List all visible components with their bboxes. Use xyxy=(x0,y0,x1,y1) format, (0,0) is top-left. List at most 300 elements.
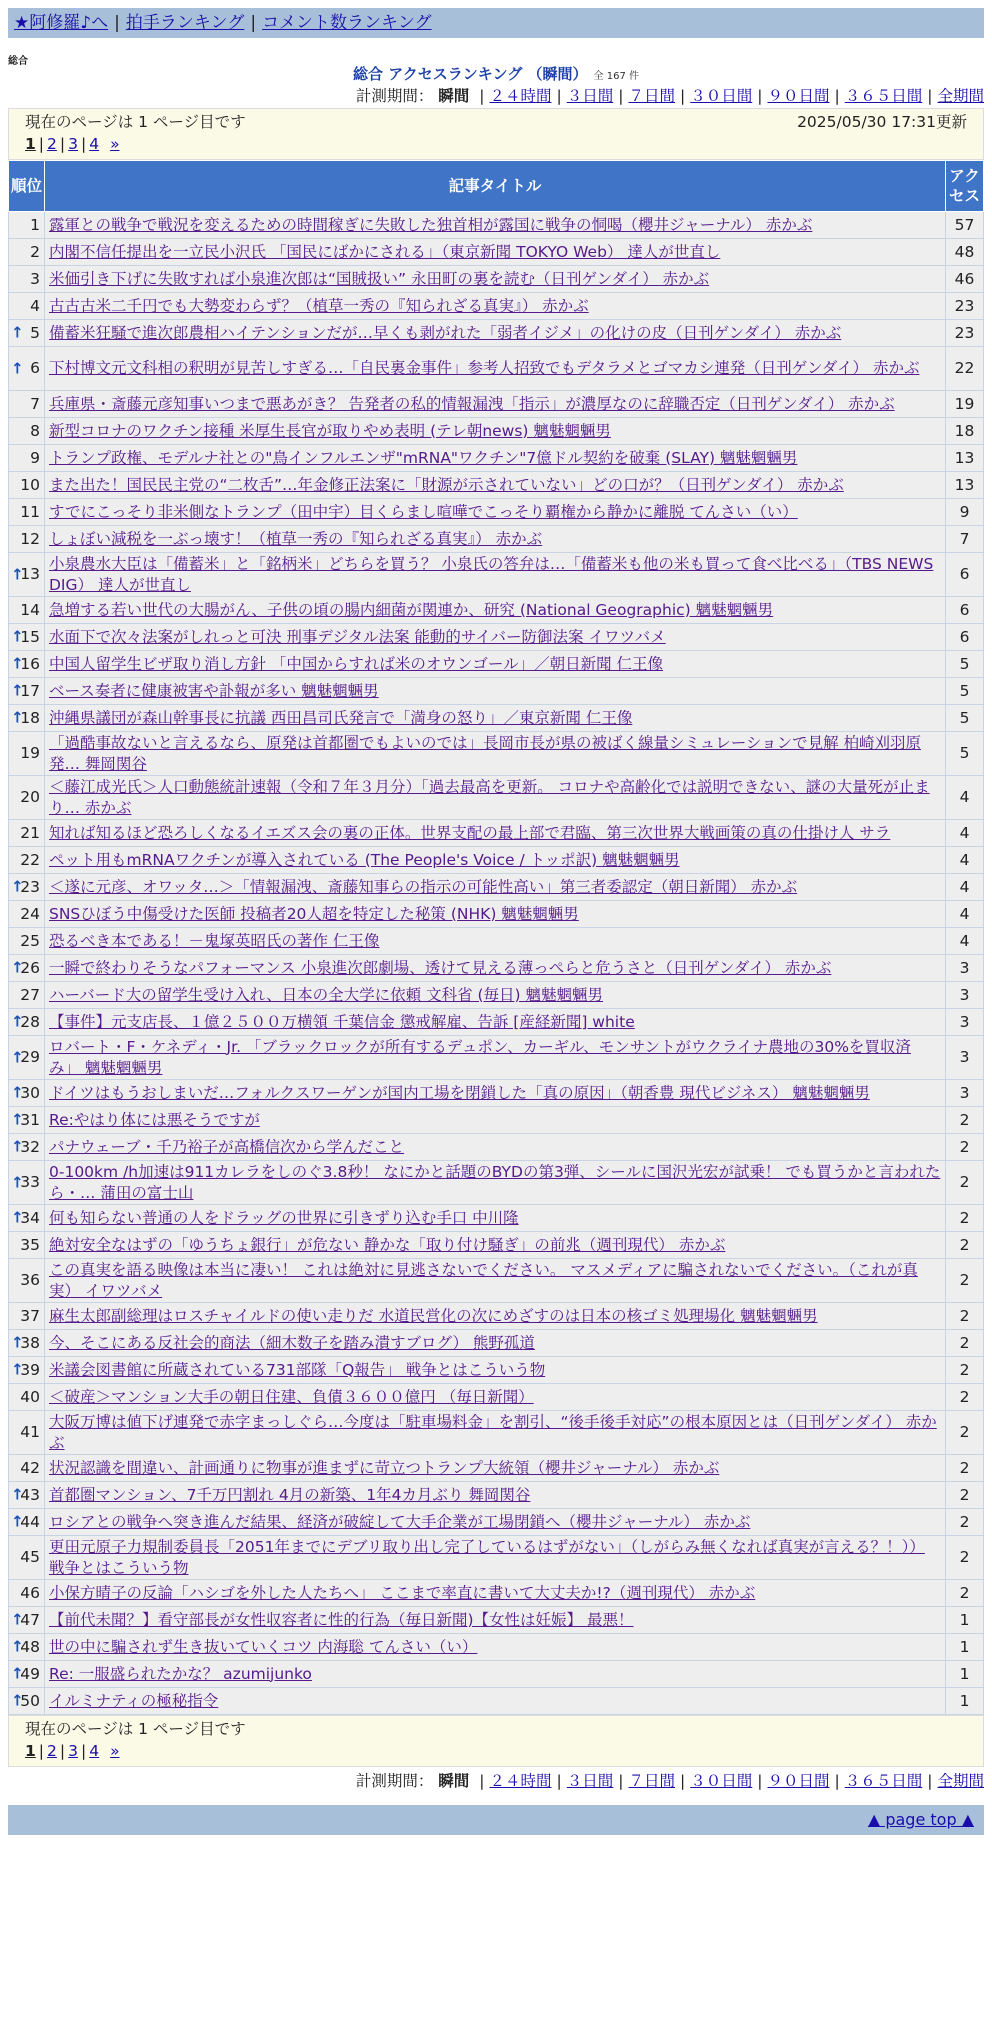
article-link[interactable]: 急増する若い世代の大腸がん、子供の頃の腸内細菌が関連か、研究 (National Geographic) 魑魅魍魎男 xyxy=(49,600,774,619)
rank-number: 13 xyxy=(20,565,40,583)
table-row xyxy=(9,1009,984,1036)
article-link[interactable]: ＜破産＞マンション大手の朝日住建、負債３６００億円 （毎日新聞） xyxy=(49,1387,534,1406)
rank-cell xyxy=(9,705,45,732)
table-row xyxy=(9,1688,984,1715)
period-link[interactable]: ３０日間 xyxy=(690,87,753,105)
table-row xyxy=(9,239,984,266)
period-separator: | xyxy=(927,1772,933,1790)
article-link[interactable]: 首都圏マンション、7千万円割れ 4月の新築、1年4カ月ぶり 舞岡関谷 xyxy=(49,1485,531,1504)
title-cell xyxy=(45,1161,946,1205)
article-link[interactable]: ベース奏者に健康被害や訃報が多い 魑魅魍魎男 xyxy=(49,681,379,700)
access-count: 4 xyxy=(946,928,984,955)
article-link[interactable]: 古古古米二千円でも大勢変わらず？（植草一秀の『知られざる真実』） 赤かぶ xyxy=(49,296,589,315)
article-link[interactable]: 露軍との戦争で戦況を変えるための時間稼ぎに失敗した独首相が露国に戦争の恫喝（櫻井ジャーナル） 赤かぶ xyxy=(49,215,813,234)
article-link[interactable]: 新型コロナのワクチン接種 米厚生長官が取りやめ表明 (テレ朝news) 魑魅魍魎男 xyxy=(49,421,611,440)
home-link[interactable]: ★阿修羅♪へ xyxy=(14,13,109,33)
rank-number: 50 xyxy=(20,1691,40,1710)
access-count: 1 xyxy=(946,1634,984,1661)
rank-cell xyxy=(9,1134,45,1161)
total-count: 全 167 件 xyxy=(593,71,639,82)
rank-cell xyxy=(9,212,45,239)
title-cell xyxy=(45,418,946,445)
article-link[interactable]: 麻生太郎副総理はロスチャイルドの使い走りだ 水道民営化の次にめざすのは日本の核ゴミ処理場化 魑魅魍魎男 xyxy=(49,1306,818,1325)
article-link[interactable]: ロシアとの戦争へ突き進んだ結果、経済が破綻して大手企業が工場閉鎖へ（櫻井ジャーナル） 赤かぶ xyxy=(49,1512,751,1531)
access-count: 1 xyxy=(946,1607,984,1634)
access-count: 2 xyxy=(946,1161,984,1205)
article-link[interactable]: 小保方晴子の反論「ハシゴを外した人たちへ」 ここまで率直に書いて大丈夫か!?（週刊現代） 赤かぶ xyxy=(49,1583,756,1602)
title-cell xyxy=(45,651,946,678)
access-count: 23 xyxy=(946,320,984,347)
rank-number: 18 xyxy=(20,708,40,727)
rank-cell xyxy=(9,1509,45,1536)
title-cell xyxy=(45,1411,946,1455)
rank-cell xyxy=(9,732,45,776)
table-row xyxy=(9,820,984,847)
next-page-link[interactable]: » xyxy=(110,1742,120,1760)
article-link[interactable]: ハーバード大の留学生受け入れ、日本の全大学に依頼 文科省 (毎日) 魑魅魍魎男 xyxy=(49,985,604,1004)
page-separator: | xyxy=(59,1742,66,1760)
rank-cell xyxy=(9,1634,45,1661)
rank-number: 11 xyxy=(20,502,40,521)
table-row xyxy=(9,982,984,1009)
article-link[interactable]: トランプ政権、モデルナ社との"鳥インフルエンザ"mRNA"ワクチン"7億ドル契約を破棄 (SLAY) 魑魅魍魎男 xyxy=(49,448,798,467)
article-link[interactable]: 【事件】元支店長、１億２５００万横領 千葉信金 懲戒解雇、告訴 [産経新聞] white xyxy=(49,1012,635,1031)
access-count: 3 xyxy=(946,1080,984,1107)
rank-number: 17 xyxy=(20,681,40,700)
period-label: 計測期間： xyxy=(355,87,434,105)
article-link[interactable]: 「過酷事故ないと言えるなら、原発は首都圏でもよいのでは」長岡市長が県の被ばく線量シミュレーションで見解 柏崎刈羽原発… 舞岡関谷 xyxy=(49,733,922,773)
rank-cell xyxy=(9,901,45,928)
rank-up-arrow-icon: ↑ xyxy=(11,1360,24,1379)
rank-cell xyxy=(9,678,45,705)
rank-number: 31 xyxy=(20,1110,40,1129)
period-separator: | xyxy=(680,87,686,105)
title-cell xyxy=(45,705,946,732)
rank-cell xyxy=(9,1411,45,1455)
table-row xyxy=(9,1357,984,1384)
title-cell xyxy=(45,1455,946,1482)
nav-separator: | xyxy=(114,13,120,33)
table-row xyxy=(9,418,984,445)
article-link[interactable]: 大阪万博は値下げ連発で赤字まっしぐら…今度は「駐車場料金」を割引、“後手後手対応”の根本原因とは（日刊ゲンダイ） 赤かぶ xyxy=(49,1412,937,1452)
rank-number: 25 xyxy=(20,931,40,950)
title-cell xyxy=(45,1080,946,1107)
article-link[interactable]: 内閣不信任提出を一立民小沢氏 「国民にばかにされる」（東京新聞 TOKYO Web） 達人が世直し xyxy=(49,242,721,261)
page-links xyxy=(25,133,967,155)
clap-ranking-link[interactable]: 拍手ランキング xyxy=(125,13,245,33)
rank-number: 2 xyxy=(30,242,40,261)
rank-up-arrow-icon: ↑ xyxy=(11,565,24,583)
table-row xyxy=(9,1107,984,1134)
period-separator: | xyxy=(834,87,840,105)
article-link[interactable]: 備蓄米狂騒で進次郎農相ハイテンションだが…早くも剥がれた「弱者イジメ」の化けの皮（日刊ゲンダイ） 赤かぶ xyxy=(49,323,842,342)
table-row xyxy=(9,445,984,472)
title-cell xyxy=(45,982,946,1009)
rank-cell xyxy=(9,874,45,901)
rank-number: 32 xyxy=(20,1137,40,1156)
article-link[interactable]: 知れば知るほど恐ろしくなるイエズス会の裏の正体。世界支配の最上部で君臨、第三次世界大戦画策の真の仕掛け人 サラ xyxy=(49,823,891,842)
period-link[interactable]: ７日間 xyxy=(628,1772,675,1790)
article-link[interactable]: 0-100km /h加速は911カレラをしのぐ3.8秒！ なにかと話題のBYDの第3弾、シールに国沢光宏が試乗！ でも買うかと言われたら・… 蒲田の富士山 xyxy=(49,1162,941,1202)
bottom-bar xyxy=(8,1805,984,1835)
article-link[interactable]: しょぼい減税を一ぶっ壊す！（植草一秀の『知られざる真実』） 赤かぶ xyxy=(49,529,543,548)
article-link[interactable]: 今、そこにある反社会的商法（細木数子を踏み潰すブログ） 熊野孤道 xyxy=(49,1333,535,1352)
table-row xyxy=(9,955,984,982)
page-link[interactable]: 4 xyxy=(89,135,100,153)
ranking-body xyxy=(9,212,984,1715)
rank-cell xyxy=(9,776,45,820)
period-link[interactable]: ３６５日間 xyxy=(844,1772,923,1790)
page-current: 1 xyxy=(25,135,36,153)
rank-number: 20 xyxy=(20,788,40,806)
access-count: 2 xyxy=(946,1107,984,1134)
next-page-link[interactable]: » xyxy=(110,135,120,153)
access-count: 2 xyxy=(946,1259,984,1303)
article-link[interactable]: ＜藤江成光氏＞人口動態統計速報（令和７年３月分）「過去最高を更新。 コロナや高齢化では説明できない、謎の大量死が止まり… 赤かぶ xyxy=(49,777,930,817)
rank-up-arrow-icon: ↑ xyxy=(11,1637,24,1656)
rank-number: 19 xyxy=(20,744,40,762)
rank-up-arrow-icon: ↑ xyxy=(11,1208,24,1227)
rank-cell xyxy=(9,1303,45,1330)
access-count: 48 xyxy=(946,239,984,266)
pager-bottom xyxy=(8,1715,984,1767)
table-row xyxy=(9,1259,984,1303)
rank-up-arrow-icon: ↑ xyxy=(11,654,24,673)
rank-number: 41 xyxy=(20,1423,40,1441)
rank-number: 48 xyxy=(20,1637,40,1656)
period-link[interactable]: ３日間 xyxy=(566,87,614,105)
access-count: 6 xyxy=(946,624,984,651)
page-link[interactable]: 3 xyxy=(68,1742,79,1760)
access-count: 18 xyxy=(946,418,984,445)
period-link[interactable]: ３６５日間 xyxy=(844,87,923,105)
table-row xyxy=(9,347,984,391)
article-link[interactable]: ペット用もmRNAワクチンが導入されている (The People's Voice / トッポ訳) 魑魅魍魎男 xyxy=(49,850,680,869)
rank-up-arrow-icon: ↑ xyxy=(11,708,24,727)
header-access: アクセス xyxy=(946,161,984,212)
rank-cell xyxy=(9,1161,45,1205)
rank-number: 33 xyxy=(20,1173,40,1191)
header-rank: 順位 xyxy=(9,161,45,212)
access-count: 2 xyxy=(946,1455,984,1482)
article-link[interactable]: 恐るべき本である！－鬼塚英昭氏の著作 仁王像 xyxy=(49,931,380,950)
table-row xyxy=(9,1536,984,1580)
rank-cell xyxy=(9,1357,45,1384)
rank-number: 44 xyxy=(20,1512,40,1531)
period-link[interactable]: ７日間 xyxy=(628,87,675,105)
rank-number: 38 xyxy=(20,1333,40,1352)
period-separator: | xyxy=(618,1772,624,1790)
period-link[interactable]: ９０日間 xyxy=(767,1772,830,1790)
table-row xyxy=(9,266,984,293)
article-link[interactable]: イルミナティの極秘指令 xyxy=(49,1691,219,1710)
period-links xyxy=(474,1772,984,1790)
title-cell xyxy=(45,347,946,391)
table-row xyxy=(9,212,984,239)
period-link[interactable]: ２４時間 xyxy=(489,1772,552,1790)
title-cell xyxy=(45,928,946,955)
comment-ranking-link[interactable]: コメント数ランキング xyxy=(262,13,432,33)
period-separator: | xyxy=(479,87,485,105)
table-row xyxy=(9,1036,984,1080)
access-count: 57 xyxy=(946,212,984,239)
rank-number: 23 xyxy=(20,877,40,896)
period-link[interactable]: 全期間 xyxy=(937,1772,984,1790)
access-count: 2 xyxy=(946,1134,984,1161)
article-link[interactable]: 水面下で次々法案がしれっと可決 刑事デジタル法案 能動的サイバー防御法案 イワツバメ xyxy=(49,627,666,646)
access-count: 3 xyxy=(946,1009,984,1036)
period-separator: | xyxy=(927,87,933,105)
rank-number: 9 xyxy=(30,448,40,467)
table-row xyxy=(9,1080,984,1107)
rank-up-arrow-icon: ↑ xyxy=(11,877,24,896)
access-count: 4 xyxy=(946,847,984,874)
rank-number: 3 xyxy=(30,269,40,288)
article-link[interactable]: 何も知らない普通の人をドラッグの世界に引きずり込む手口 中川隆 xyxy=(49,1208,519,1227)
rank-number: 46 xyxy=(20,1583,40,1602)
access-count: 2 xyxy=(946,1205,984,1232)
rank-cell xyxy=(9,1205,45,1232)
rank-cell xyxy=(9,955,45,982)
table-row xyxy=(9,1482,984,1509)
title-cell xyxy=(45,678,946,705)
article-link[interactable]: ドイツはもうおしまいだ…フォルクスワーゲンが国内工場を閉鎖した「真の原因」（朝香豊 現代ビジネス） 魑魅魍魎男 xyxy=(49,1083,870,1102)
rank-number: 47 xyxy=(20,1610,40,1629)
rank-cell xyxy=(9,1384,45,1411)
page-separator: | xyxy=(38,135,45,153)
period-link[interactable]: ９０日間 xyxy=(767,87,830,105)
title-cell xyxy=(45,499,946,526)
period-link[interactable]: ３日間 xyxy=(566,1772,614,1790)
rank-cell xyxy=(9,472,45,499)
table-row xyxy=(9,1411,984,1455)
article-link[interactable]: また出た！国民民主党の“二枚舌”…年金修正法案に「財源が示されていない」どの口が？（日刊ゲンダイ） 赤かぶ xyxy=(49,475,844,494)
period-separator: | xyxy=(680,1772,686,1790)
period-separator: | xyxy=(479,1772,485,1790)
title-cell xyxy=(45,212,946,239)
access-count: 2 xyxy=(946,1357,984,1384)
access-count: 13 xyxy=(946,445,984,472)
rank-cell xyxy=(9,347,45,391)
period-links xyxy=(474,87,984,105)
page-current: 1 xyxy=(25,1742,36,1760)
page-link[interactable]: 3 xyxy=(68,135,79,153)
table-row xyxy=(9,1634,984,1661)
title-cell xyxy=(45,1009,946,1036)
table-row xyxy=(9,1607,984,1634)
title-cell xyxy=(45,624,946,651)
top-nav-bar xyxy=(8,8,984,38)
table-row xyxy=(9,732,984,776)
title-cell xyxy=(45,1107,946,1134)
page-links xyxy=(25,1740,967,1762)
rank-number: 24 xyxy=(20,904,40,923)
rank-cell xyxy=(9,499,45,526)
access-count: 3 xyxy=(946,1036,984,1080)
rank-number: 1 xyxy=(30,215,40,234)
rank-cell xyxy=(9,847,45,874)
period-link[interactable]: ２４時間 xyxy=(489,87,552,105)
access-count: 19 xyxy=(946,391,984,418)
rank-cell xyxy=(9,445,45,472)
article-link[interactable]: 米価引き下げに失敗すれば小泉進次郎は“国賊扱い” 永田町の裏を読む（日刊ゲンダイ） 赤かぶ xyxy=(49,269,710,288)
period-separator: | xyxy=(757,1772,763,1790)
page-top-link[interactable]: ▲ page top ▲ xyxy=(867,1810,974,1829)
access-count: 13 xyxy=(946,472,984,499)
rank-number: 10 xyxy=(20,475,40,494)
table-header xyxy=(9,161,984,212)
rank-cell xyxy=(9,1580,45,1607)
period-separator: | xyxy=(556,87,562,105)
ranking-heading xyxy=(8,64,984,84)
article-link[interactable]: 一瞬で終わりそうなパフォーマンス 小泉進次郎劇場、透けて見える薄っぺらと危うさと（日刊ゲンダイ） 赤かぶ xyxy=(49,958,832,977)
rank-cell xyxy=(9,1661,45,1688)
article-link[interactable]: すでにこっそり非米側なトランプ（田中宇）目くらまし喧嘩でこっそり覇権から静かに離脱 てんさい（い） xyxy=(49,502,798,521)
access-count: 3 xyxy=(946,982,984,1009)
rank-cell xyxy=(9,553,45,597)
access-count: 5 xyxy=(946,651,984,678)
title-cell xyxy=(45,955,946,982)
article-link[interactable]: パナウェーブ・千乃裕子が高橋信次から学んだこと xyxy=(49,1137,405,1156)
title-cell xyxy=(45,472,946,499)
rank-cell xyxy=(9,820,45,847)
rank-number: 37 xyxy=(20,1306,40,1325)
title-cell xyxy=(45,320,946,347)
rank-number: 49 xyxy=(20,1664,40,1683)
rank-cell xyxy=(9,1036,45,1080)
access-count: 2 xyxy=(946,1303,984,1330)
title-cell xyxy=(45,266,946,293)
rank-number: 34 xyxy=(20,1208,40,1227)
page-link[interactable]: 2 xyxy=(47,1742,57,1760)
period-link[interactable]: ３０日間 xyxy=(690,1772,753,1790)
table-row xyxy=(9,928,984,955)
article-link[interactable]: 兵庫県・斎藤元彦知事いつまで悪あがき？ 告発者の私的情報漏洩「指示」が濃厚なのに辞職否定（日刊ゲンダイ） 赤かぶ xyxy=(49,394,895,413)
table-row xyxy=(9,1330,984,1357)
article-link[interactable]: 【前代未聞？】看守部長が女性収容者に性的行為（毎日新聞)【女性は妊娠】 最悪！ xyxy=(49,1610,634,1629)
pager-status: 現在のページは 1 ページ目です xyxy=(25,113,246,131)
title-cell xyxy=(45,1509,946,1536)
access-count: 2 xyxy=(946,1580,984,1607)
rank-up-arrow-icon: ↑ xyxy=(11,1083,24,1102)
rank-cell xyxy=(9,1080,45,1107)
title-cell xyxy=(45,391,946,418)
page-link[interactable]: 4 xyxy=(89,1742,100,1760)
rank-cell xyxy=(9,1009,45,1036)
rank-cell xyxy=(9,1536,45,1580)
article-link[interactable]: SNSひぼう中傷受けた医師 投稿者20人超を特定した秘策 (NHK) 魑魅魍魎男 xyxy=(49,904,579,923)
rank-cell xyxy=(9,1607,45,1634)
page-separator: | xyxy=(81,1742,87,1760)
period-label: 計測期間： xyxy=(355,1772,434,1790)
article-link[interactable]: Re:やはり体には悪そうですが xyxy=(49,1110,260,1129)
article-link[interactable]: ロバート・F・ケネディ・Jr. 「ブラックロックが所有するデュポン、カーギル、モンサントがウクライナ農地の30%を買収済み」 魑魅魍魎男 xyxy=(49,1037,911,1077)
table-row xyxy=(9,1580,984,1607)
page-link[interactable]: 2 xyxy=(47,135,57,153)
article-link[interactable]: 更田元原子力規制委員長「2051年までにデブリ取り出し完了しているはずがない」（しがらみ無くなれば真実が言える？！）） 戦争とはこういう物 xyxy=(49,1537,925,1577)
article-link[interactable]: 中国人留学生ビザ取り消し方針 「中国からすれば米のオウンゴール」／朝日新聞 仁王像 xyxy=(49,654,664,673)
period-current: 瞬間 xyxy=(438,87,470,105)
rank-number: 28 xyxy=(20,1012,40,1031)
table-row xyxy=(9,1134,984,1161)
period-separator: | xyxy=(618,87,624,105)
table-row xyxy=(9,1509,984,1536)
rank-up-arrow-icon: ↑ xyxy=(11,1691,24,1710)
article-link[interactable]: 米議会図書館に所蔵されている731部隊「Q報告」 戦争とはこういう物 xyxy=(49,1360,546,1379)
access-count: 2 xyxy=(946,1232,984,1259)
access-count: 3 xyxy=(946,955,984,982)
rank-up-arrow-icon: ↑ xyxy=(11,1333,24,1352)
rank-number: 29 xyxy=(20,1048,40,1066)
article-link[interactable]: 小泉農水大臣は「備蓄米」と「銘柄米」どちらを買う？ 小泉氏の答弁は…「備蓄米も他の米も買って食べ比べる」（TBS NEWS DIG） 達人が世直し xyxy=(49,554,934,594)
table-row xyxy=(9,1161,984,1205)
table-row xyxy=(9,776,984,820)
rank-cell xyxy=(9,1455,45,1482)
title-cell xyxy=(45,239,946,266)
table-row xyxy=(9,1661,984,1688)
period-separator: | xyxy=(834,1772,840,1790)
table-row xyxy=(9,1232,984,1259)
rank-cell xyxy=(9,266,45,293)
title-cell xyxy=(45,597,946,624)
period-current: 瞬間 xyxy=(438,1772,470,1790)
access-count: 2 xyxy=(946,1384,984,1411)
period-selector-top xyxy=(8,84,984,108)
article-link[interactable]: ＜遂に元彦、オワッタ…＞「情報漏洩、斎藤知事らの指示の可能性高い」第三者委認定（朝日新聞） 赤かぶ xyxy=(49,877,798,896)
rank-up-arrow-icon: ↑ xyxy=(11,1485,24,1504)
title-cell xyxy=(45,1536,946,1580)
rank-number: 36 xyxy=(20,1271,40,1289)
table-row xyxy=(9,651,984,678)
article-link[interactable]: 下村博文元文科相の釈明が見苦しすぎる…「自民裏金事件」参考人招致でもデタラメとゴマカシ連発（日刊ゲンダイ） 赤かぶ xyxy=(49,359,920,377)
article-link[interactable]: 状況認識を間違い、計画通りに物事が進まずに苛立つトランプ大統領（櫻井ジャーナル） 赤かぶ xyxy=(49,1458,720,1477)
title-cell xyxy=(45,820,946,847)
access-count: 2 xyxy=(946,1482,984,1509)
article-link[interactable]: 絶対安全なはずの「ゆうちょ銀行」が危ない 静かな「取り付け騒ぎ」の前兆（週刊現代） 赤かぶ xyxy=(49,1235,726,1254)
rank-number: 27 xyxy=(20,985,40,1004)
rank-cell xyxy=(9,320,45,347)
period-link[interactable]: 全期間 xyxy=(937,87,984,105)
rank-up-arrow-icon: ↑ xyxy=(11,1610,24,1629)
title-cell xyxy=(45,732,946,776)
table-row xyxy=(9,678,984,705)
article-link[interactable]: 世の中に騙されず生き抜いていくコツ 内海聡 てんさい（い） xyxy=(49,1637,478,1656)
period-selector-bottom xyxy=(8,1769,984,1793)
rank-number: 39 xyxy=(20,1360,40,1379)
rank-number: 5 xyxy=(30,323,40,342)
article-link[interactable]: この真実を語る映像は本当に凄い！ これは絶対に見逃さないでください。 マスメディアに騙されないでください。（これが真実） イワツバメ xyxy=(49,1260,918,1300)
rank-cell xyxy=(9,1107,45,1134)
access-count: 2 xyxy=(946,1536,984,1580)
rank-number: 26 xyxy=(20,958,40,977)
table-row xyxy=(9,901,984,928)
page-separator: | xyxy=(81,135,87,153)
article-link[interactable]: 沖縄県議団が森山幹事長に抗議 西田昌司氏発言で「満身の怒り」／東京新聞 仁王像 xyxy=(49,708,633,727)
access-count: 2 xyxy=(946,1330,984,1357)
table-row xyxy=(9,624,984,651)
rank-cell xyxy=(9,1259,45,1303)
table-row xyxy=(9,320,984,347)
rank-number: 43 xyxy=(20,1485,40,1504)
page-separator: | xyxy=(59,135,66,153)
rank-up-arrow-icon: ↑ xyxy=(11,1012,24,1031)
access-count: 4 xyxy=(946,901,984,928)
rank-cell xyxy=(9,1330,45,1357)
period-separator: | xyxy=(757,87,763,105)
article-link[interactable]: Re: 一服盛られたかな？ azumijunko xyxy=(49,1664,312,1683)
rank-cell xyxy=(9,1232,45,1259)
rank-number: 40 xyxy=(20,1387,40,1406)
